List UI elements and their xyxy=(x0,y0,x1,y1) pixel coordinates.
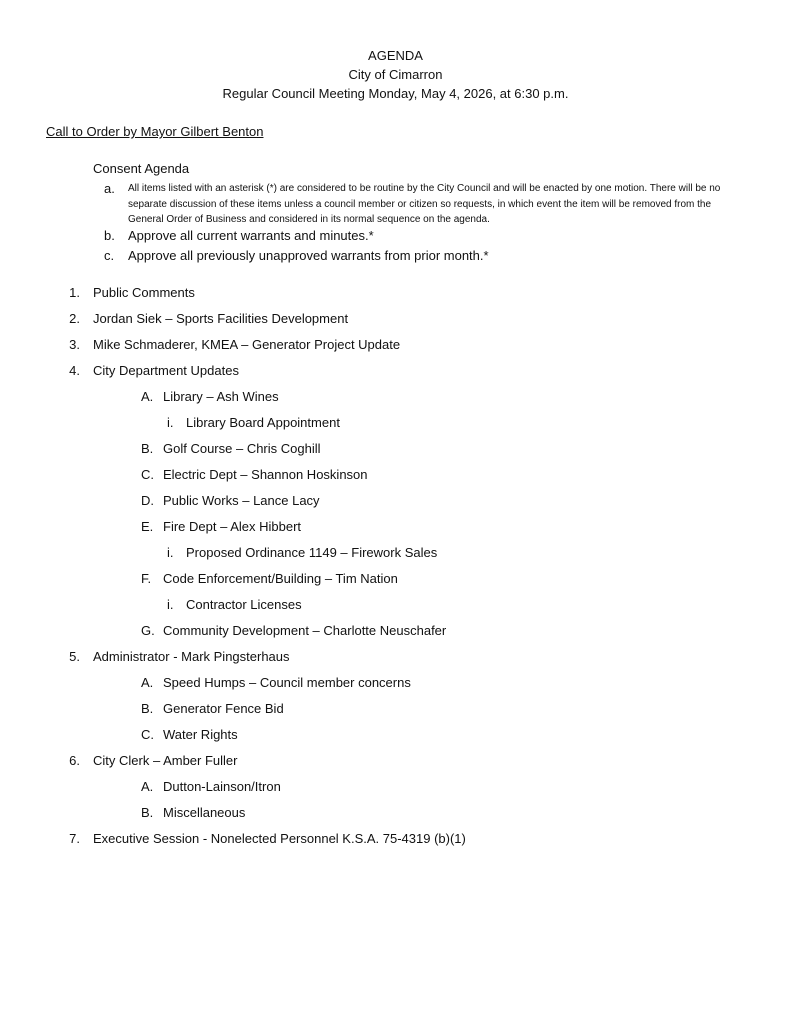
department-subitem-marker: i. xyxy=(167,415,174,430)
agenda-item-text: Mike Schmaderer, KMEA – Generator Project Update xyxy=(93,337,401,352)
agenda-item-number: 1. xyxy=(69,285,80,300)
consent-item-b: Approve all current warrants and minutes.* xyxy=(128,228,374,243)
city-name: City of Cimarron xyxy=(348,67,443,82)
clerk-letter: A. xyxy=(141,779,154,794)
agenda-item-text: Public Comments xyxy=(93,285,195,300)
meeting-date: Regular Council Meeting Monday, May 4, 2026, at 6:30 p.m. xyxy=(222,86,569,101)
department-subitem-marker: i. xyxy=(167,597,174,612)
agenda-item-text: Jordan Siek – Sports Facilities Development xyxy=(93,311,349,326)
department-item: Golf Course – Chris Coghill xyxy=(163,441,321,456)
administrator-item: Water Rights xyxy=(163,727,238,742)
agenda-item-text: City Department Updates xyxy=(93,363,239,378)
consent-agenda-title: Consent Agenda xyxy=(93,161,190,176)
agenda-item-number: 3. xyxy=(69,337,80,352)
department-letter: G. xyxy=(141,623,155,638)
department-item: Community Development – Charlotte Neuschafer xyxy=(163,623,447,638)
administrator-item: Generator Fence Bid xyxy=(163,701,284,716)
consent-marker-a: a. xyxy=(104,181,115,196)
agenda-item-number: 2. xyxy=(69,311,80,326)
consent-marker-c: c. xyxy=(104,248,115,263)
department-item: Fire Dept – Alex Hibbert xyxy=(163,519,302,534)
clerk-item: Miscellaneous xyxy=(163,805,246,820)
administrator-item: Speed Humps – Council member concerns xyxy=(163,675,411,690)
department-letter: C. xyxy=(141,467,154,482)
consent-item-a: All items listed with an asterisk (*) are considered to be routine by the City Council and will be enacted by one motion. There will be no separate discussion of these items unless a council member or citizen so requests, in which event the item will be removed from the General Order of Business and considered in its normal sequence on the agenda. xyxy=(128,183,721,225)
department-letter: F. xyxy=(141,571,152,586)
administrator-letter: A. xyxy=(141,675,154,690)
department-letter: B. xyxy=(141,441,154,456)
consent-marker-b: b. xyxy=(104,228,115,243)
clerk-item: Dutton-Lainson/Itron xyxy=(163,779,281,794)
agenda-item-number: 7. xyxy=(69,831,80,846)
administrator-letter: B. xyxy=(141,701,154,716)
department-subitem: Library Board Appointment xyxy=(186,415,340,430)
administrator-letter: C. xyxy=(141,727,154,742)
department-letter: D. xyxy=(141,493,154,508)
agenda-item-number: 4. xyxy=(69,363,80,378)
department-item: Code Enforcement/Building – Tim Nation xyxy=(163,571,398,586)
call-to-order: Call to Order by Mayor Gilbert Benton xyxy=(46,124,264,139)
department-letter: E. xyxy=(141,519,154,534)
department-item: Library – Ash Wines xyxy=(163,389,279,404)
agenda-item-number: 5. xyxy=(69,649,80,664)
agenda-heading: AGENDA xyxy=(368,48,423,63)
consent-item-c: Approve all previously unapproved warrants from prior month.* xyxy=(128,248,489,263)
agenda-item-text: Administrator - Mark Pingsterhaus xyxy=(93,649,290,664)
agenda-item-number: 6. xyxy=(69,753,80,768)
department-item: Electric Dept – Shannon Hoskinson xyxy=(163,467,368,482)
agenda-item-text: Executive Session - Nonelected Personnel K.S.A. 75-4319 (b)(1) xyxy=(93,831,466,846)
department-subitem: Contractor Licenses xyxy=(186,597,302,612)
department-letter: A. xyxy=(141,389,154,404)
department-item: Public Works – Lance Lacy xyxy=(163,493,320,508)
department-subitem: Proposed Ordinance 1149 – Firework Sales xyxy=(186,545,438,560)
agenda-item-text: City Clerk – Amber Fuller xyxy=(93,753,238,768)
department-subitem-marker: i. xyxy=(167,545,174,560)
clerk-letter: B. xyxy=(141,805,154,820)
